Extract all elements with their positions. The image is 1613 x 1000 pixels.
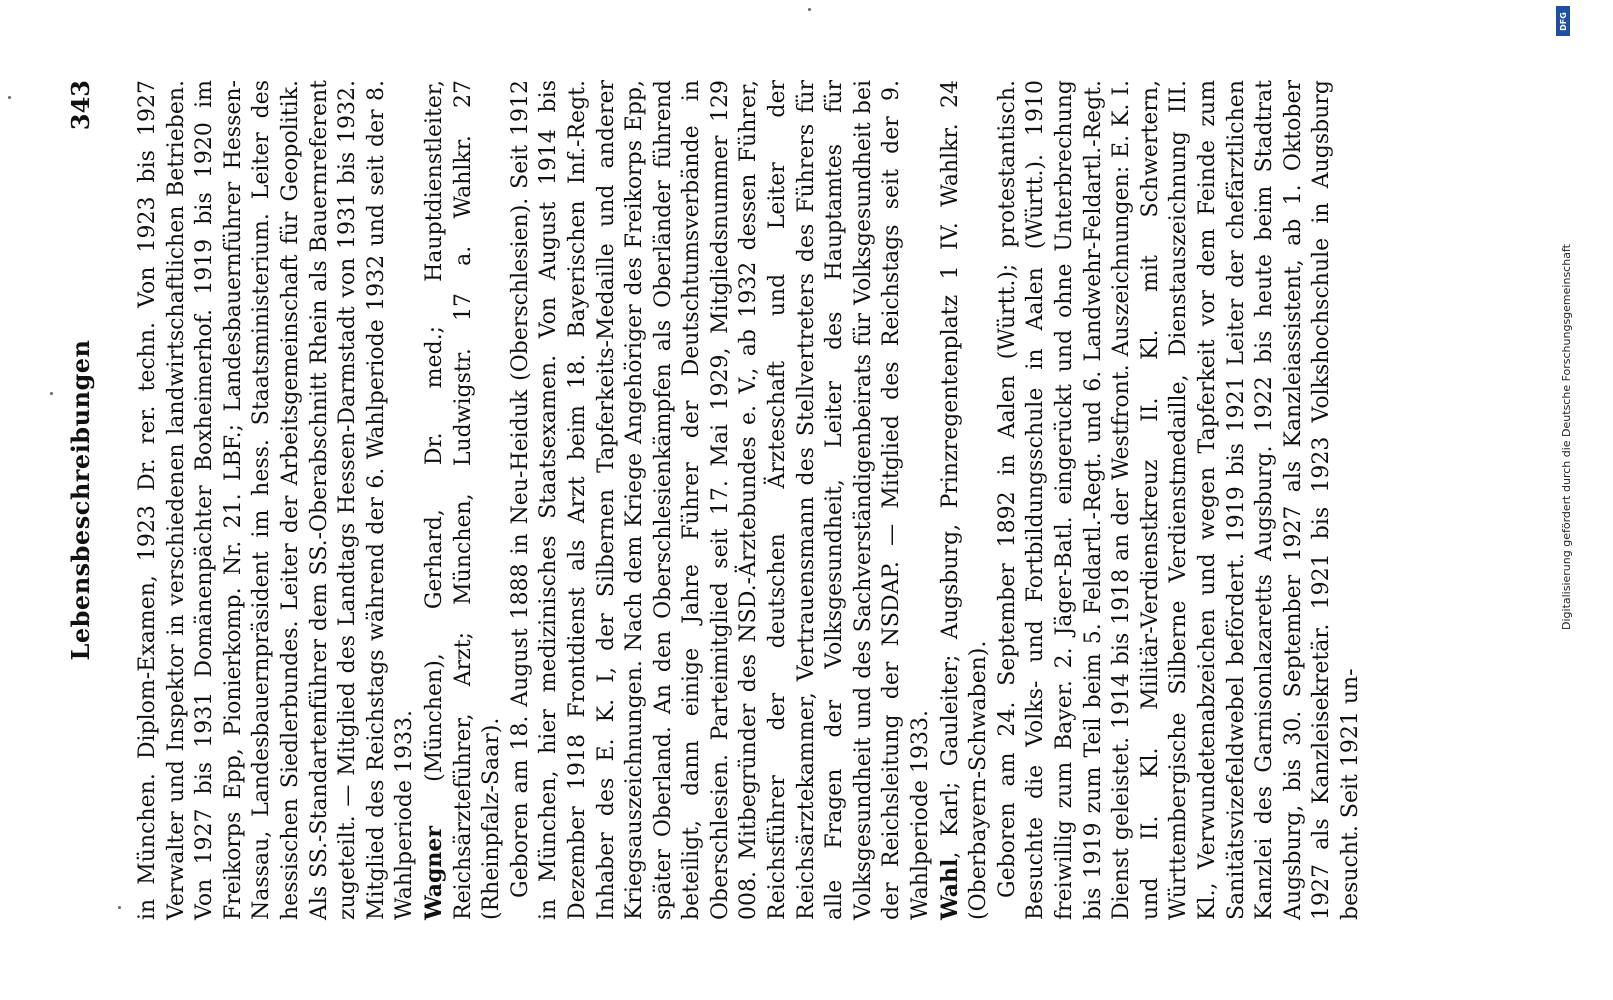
digitization-note-text: Digitalisierung gefördert durch die Deutsche Forschungsgemeinschaft (1560, 244, 1573, 630)
entry-details: (München), Gerhard, Dr. med.; Hauptdienstleiter, Reichsärzteführer, Arzt; München, Ludwigstr. 17 a. Wahlkr. 27 (Rheinpfalz-Saar). (421, 80, 505, 920)
paragraph-continuation (134, 80, 420, 920)
scan-speck (118, 906, 121, 909)
entry-details: , Karl; Gauleiter; Augsburg, Prinzregentenplatz 1 IV. Wahlkr. 24 (Oberbayern-Schwaben). (937, 80, 992, 920)
entry-heading-wahl (936, 80, 994, 920)
page-number: 343 (66, 80, 95, 131)
page-header (66, 80, 95, 920)
paragraph-text: Geboren am 18. August 1888 in Neu-Heiduk (Oberschlesien). Seit 1912 in München, hier medizinisches Staatsexamen. Von August 1914 bis Dezember 1918 Frontdienst als Arzt beim 18. Bayerischen Inf.-Regt. Inhaber des E. K. I, der Silbernen Tapferkeits-Medaille und anderer Kriegsauszeichnungen. Nach dem Kriege Angehöriger des Freikorps Epp, später Oberland. An den Oberschlesienkämpfen als Oberländer führend beteiligt, dann einige Jahre Führer der Deutschtumsverbände in Oberschlesien. Parteimitglied seit 17. Mai 1929, Mitgliedsnummer 129 008. Mitbegründer des NSD.-Ärztebundes e. V., ab 1932 dessen Führer, Reichsführer der deutschen Ärzteschaft und Leiter der Reichsärztekammer, Vertrauensmann des Stellvertreters des Führers für alle Fragen der Volksgesundheit, Leiter des Hauptamtes für Volksgesundheit und des Sachverständigenbeirats für Volksgesundheit bei der Reichsleitung der NSDAP. — Mitglied des Reichstags seit der 9. Wahlperiode 1933. (507, 80, 934, 920)
page-title: Lebensbeschreibungen (66, 339, 95, 661)
entry-heading-wagner (420, 80, 507, 920)
page-body (134, 80, 1366, 920)
entry-name: Wahl (936, 858, 963, 920)
paragraph-text: Geboren am 24. September 1892 in Aalen (Württ.); protestantisch. Besuchte die Volks- und Fortbildungsschule in Aalen (Württ.). 1910 freiwillig zum Bayer. 2. Jäger-Batl. eingerückt und ohne Unterbrechung bis 1919 zum Teil beim 5. Feldartl.-Regt. und 6. Landwehr-Feldartl.-Regt. Dienst geleistet. 1914 bis 1918 an der Westfront. Auszeichnungen: E. K. I. und II. Kl. Militär-Verdienstkreuz II. Kl. mit Schwertern, Württembergische Silberne Verdienstmedaille, Dienstauszeichnung III. Kl., Verwundetenabzeichen und wegen Tapferkeit vor dem Feinde zum Sanitätsvizefeldwebel befördert. 1919 bis 1921 Leiter der chefärztlichen Kanzlei des Garnisonlazaretts Augsburg. 1922 bis heute beim Stadtrat Augsburg, bis 30. September 1927 als Kanzleiassistent, ab 1. Oktober 1927 als Kanzleisekretär. 1921 bis 1923 Volkshochschule in Augsburg besucht. Seit 1921 un- (994, 80, 1363, 920)
rotated-page (6, 80, 1363, 920)
scan-speck (50, 392, 53, 395)
scan-speck (8, 96, 11, 99)
dfg-logo-text: DFG (1558, 11, 1568, 31)
scan-speck (808, 8, 811, 11)
paragraph-text: in München. Diplom-Examen, 1923 Dr. rer. techn. Von 1923 bis 1927 Verwalter und Inspektor in verschiedenen landwirtschaftlichen Betrieben. Von 1927 bis 1931 Domänenpächter Boxheimerhof. 1919 bis 1920 im Freikorps Epp, Pionierkomp. Nr. 21. LBF.; Landesbauernführer Hessen-Nassau, Landesbauernpräsident im hess. Staatsministerium. Leiter des hessischen Siedlerbundes. Leiter der Arbeitsgemeinschaft für Geopolitik. Als SS.-Standartenführer dem SS.-Oberabschnitt Rhein als Bauernreferent zugeteilt. — Mitglied des Landtags Hessen-Darmstadt von 1931 bis 1932. Mitglied des Reichstags während der 6. Wahlperiode 1932 und seit der 8. Wahlperiode 1933. (135, 80, 418, 920)
paragraph-biography-wagner (507, 80, 936, 920)
digitization-note (1560, 10, 1590, 630)
entry-name: Wagner (420, 825, 447, 920)
paragraph-biography-wahl (994, 80, 1366, 920)
